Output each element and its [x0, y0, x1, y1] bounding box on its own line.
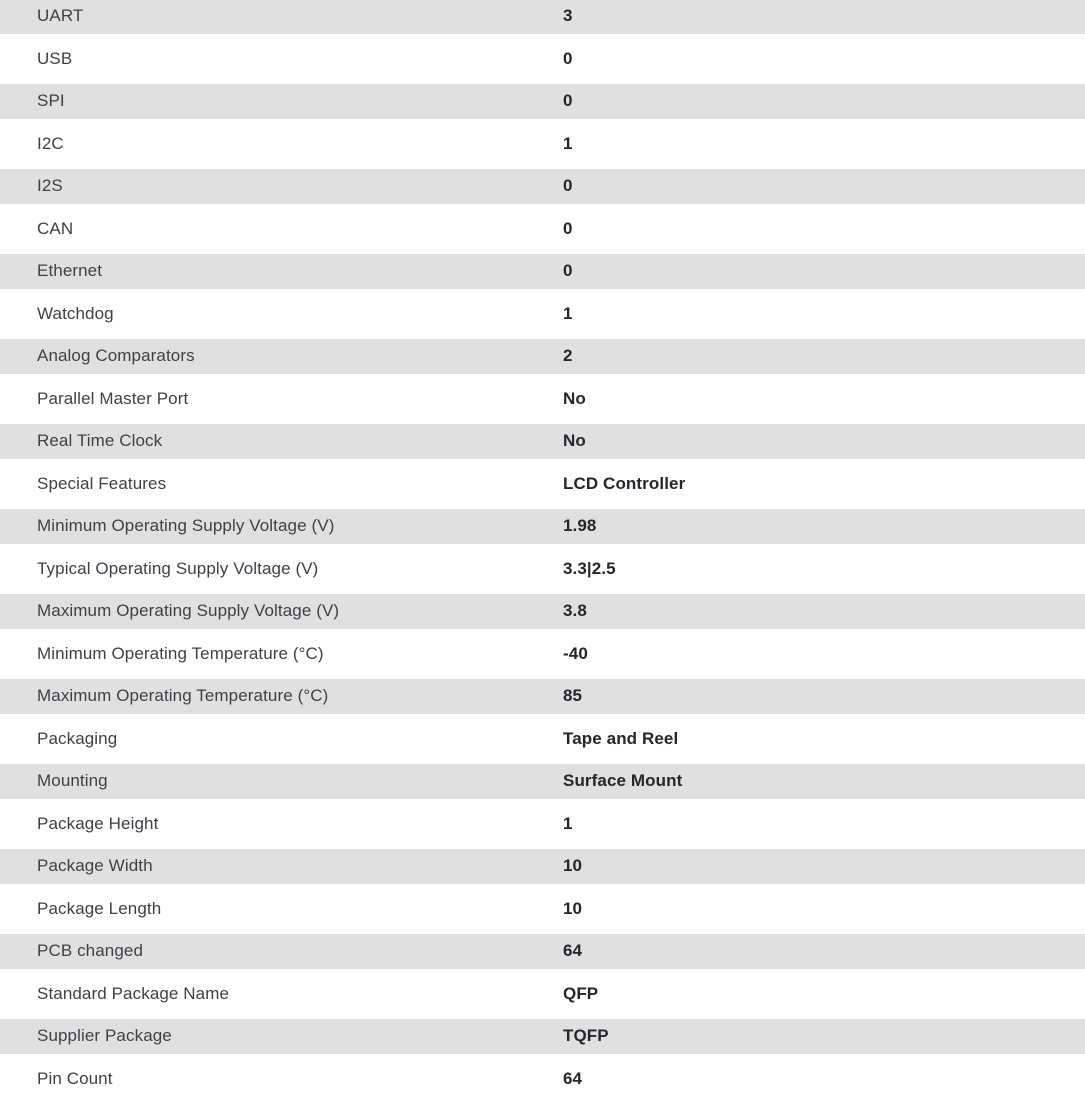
spec-value: 1 — [563, 813, 573, 833]
table-row — [0, 420, 1085, 463]
spec-label: I2S — [37, 176, 63, 196]
table-row — [0, 760, 1085, 803]
table-row — [0, 973, 1085, 1016]
spec-value: 1 — [563, 133, 573, 153]
spec-label: Supplier Package — [37, 1026, 172, 1046]
spec-label: UART — [37, 6, 84, 26]
spec-value: No — [563, 388, 586, 408]
spec-value: 3 — [563, 6, 573, 26]
spec-label: Maximum Operating Temperature (°C) — [37, 686, 329, 706]
spec-label: Mounting — [37, 771, 108, 791]
table-row — [0, 548, 1085, 591]
spec-label: I2C — [37, 133, 64, 153]
table-row — [0, 80, 1085, 123]
spec-value: 0 — [563, 218, 573, 238]
table-row — [0, 250, 1085, 293]
spec-value: 0 — [563, 261, 573, 281]
spec-label: Analog Comparators — [37, 346, 195, 366]
spec-label: Minimum Operating Supply Voltage (V) — [37, 516, 335, 536]
spec-value: 10 — [563, 898, 583, 918]
spec-value: 0 — [563, 48, 573, 68]
table-row — [0, 463, 1085, 506]
spec-label: Standard Package Name — [37, 983, 230, 1003]
spec-label: Watchdog — [37, 303, 114, 323]
spec-label: Minimum Operating Temperature (°C) — [37, 643, 324, 663]
spec-label: Packaging — [37, 728, 118, 748]
spec-value: 3.3|2.5 — [563, 558, 616, 578]
spec-value: 64 — [563, 1068, 583, 1088]
table-row — [0, 633, 1085, 676]
table-row — [0, 888, 1085, 931]
spec-label: Ethernet — [37, 261, 103, 281]
table-row — [0, 590, 1085, 633]
spec-value: TQFP — [563, 1026, 609, 1046]
table-row — [0, 675, 1085, 718]
table-row — [0, 0, 1085, 38]
spec-value: 2 — [563, 346, 573, 366]
spec-label: PCB changed — [37, 941, 144, 961]
table-row — [0, 335, 1085, 378]
spec-value: LCD Controller — [563, 473, 686, 493]
table-row — [0, 123, 1085, 166]
spec-label: Parallel Master Port — [37, 388, 189, 408]
spec-label: Package Height — [37, 813, 159, 833]
table-row — [0, 1015, 1085, 1058]
spec-label: CAN — [37, 218, 74, 238]
spec-value: 0 — [563, 91, 573, 111]
spec-value: No — [563, 431, 586, 451]
spec-value: 10 — [563, 856, 583, 876]
spec-label: Real Time Clock — [37, 431, 163, 451]
spec-label: Maximum Operating Supply Voltage (V) — [37, 601, 340, 621]
spec-value: 64 — [563, 941, 583, 961]
table-row — [0, 505, 1085, 548]
spec-value: -40 — [563, 643, 588, 663]
table-row — [0, 208, 1085, 251]
spec-label: Package Length — [37, 898, 162, 918]
spec-value: 1.98 — [563, 516, 597, 536]
spec-label: Special Features — [37, 473, 167, 493]
table-row — [0, 930, 1085, 973]
table-row — [0, 718, 1085, 761]
table-row — [0, 378, 1085, 421]
table-row — [0, 293, 1085, 336]
table-row — [0, 1058, 1085, 1100]
spec-value: QFP — [563, 983, 599, 1003]
spec-value: 0 — [563, 176, 573, 196]
spec-label: Typical Operating Supply Voltage (V) — [37, 558, 319, 578]
spec-label: Package Width — [37, 856, 153, 876]
spec-value: 3.8 — [563, 601, 587, 621]
spec-value: Surface Mount — [563, 771, 683, 791]
spec-value: 1 — [563, 303, 573, 323]
table-row — [0, 38, 1085, 81]
spec-label: Pin Count — [37, 1068, 113, 1088]
spec-label: SPI — [37, 91, 65, 111]
spec-value: 85 — [563, 686, 583, 706]
spec-value: Tape and Reel — [563, 728, 679, 748]
table-row — [0, 803, 1085, 846]
spec-label: USB — [37, 48, 73, 68]
table-row — [0, 845, 1085, 888]
table-row — [0, 165, 1085, 208]
